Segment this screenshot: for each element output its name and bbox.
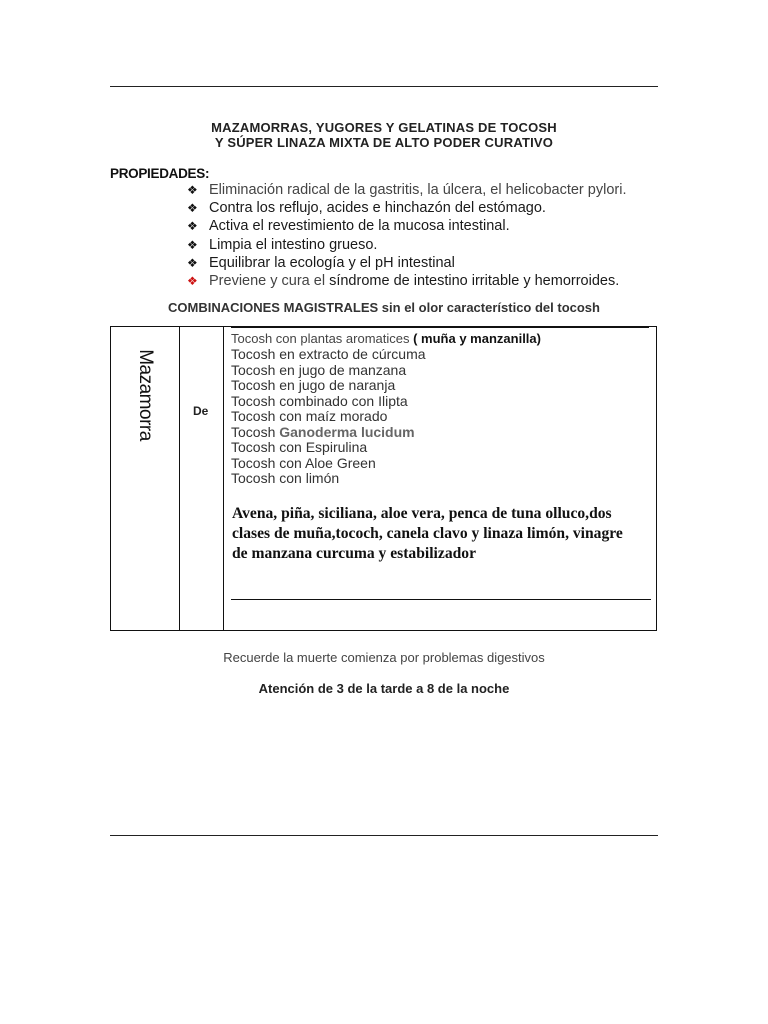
combination-line: Tocosh con Espirulina [231, 439, 368, 455]
combination-text: Tocosh con plantas aromatices [231, 331, 414, 346]
combination-text: Tocosh [231, 424, 280, 440]
property-item [187, 217, 626, 235]
combinations-heading: COMBINACIONES MAGISTRALES sin el olor característico del tocosh [168, 300, 600, 315]
property-text-part2: síndrome de intestino irritable y hemorroides. [329, 272, 620, 289]
category-label: Mazamorra [135, 349, 156, 441]
table-column-combinations [231, 327, 651, 630]
table-column-category [111, 327, 180, 630]
footer-hours: Atención de 3 de la tarde a 8 de la noche [258, 681, 510, 696]
combination-line: Tocosh con limón [231, 470, 340, 486]
combination-line: Tocosh en extracto de cúrcuma [231, 346, 426, 362]
property-text: Activa el revestimiento de la mucosa intestinal. [209, 218, 510, 235]
diamond-bullet-icon: ❖ [187, 219, 198, 234]
property-item [187, 272, 626, 290]
combination-line: Tocosh con Aloe Green [231, 455, 376, 471]
property-item [187, 254, 626, 272]
property-item [187, 236, 626, 254]
combination-line [231, 331, 541, 346]
document-title-line-1: MAZAMORRAS, YUGORES Y GELATINAS DE TOCOSH [211, 120, 557, 135]
property-item [187, 181, 626, 199]
property-text: Equilibrar la ecología y el pH intestinal [209, 254, 455, 271]
recipe-table [110, 326, 657, 631]
diamond-bullet-icon: ❖ [187, 201, 198, 216]
property-text: Limpia el intestino grueso. [209, 236, 378, 253]
table-column-connector [179, 327, 224, 630]
footer-note: Recuerde la muerte comienza por problemas digestivos [223, 650, 545, 665]
top-rule [110, 86, 658, 87]
combination-line [231, 425, 415, 440]
diamond-bullet-icon: ❖ [187, 183, 198, 197]
cell-bottom-rule [231, 599, 651, 600]
diamond-bullet-icon: ❖ [187, 255, 198, 270]
diamond-bullet-icon: ❖ [187, 237, 198, 252]
diamond-bullet-icon: ❖ [187, 273, 198, 288]
ingredients-paragraph: Avena, piña, siciliana, aloe vera, penca de tuna olluco,dos clases de muña,tococh, canela clavo y linaza limón, vinagre de manzana curcuma y estabilizador [232, 505, 623, 562]
cell-top-rule [231, 327, 649, 328]
property-text: Eliminación radical de la gastritis, la úlcera, el helicobacter pylori. [209, 182, 627, 198]
property-item [187, 199, 626, 217]
combination-bold-text: ( muña y manzanilla) [413, 331, 541, 346]
property-text-part1: Previene y cura el [209, 272, 330, 289]
connector-label: De [193, 404, 209, 418]
properties-heading: PROPIEDADES: [110, 166, 210, 181]
property-text: Contra los reflujo, acides e hinchazón del estómago. [209, 200, 546, 217]
combination-line: Tocosh con maíz morado [231, 408, 388, 424]
bottom-rule [110, 835, 658, 836]
combination-line: Tocosh en jugo de naranja [231, 377, 396, 393]
combination-bold-text: Ganoderma lucidum [279, 424, 415, 440]
properties-list [187, 181, 626, 290]
document-title-line-2: Y SÚPER LINAZA MIXTA DE ALTO PODER CURATIVO [214, 135, 554, 150]
combination-line: Tocosh en jugo de manzana [231, 362, 407, 378]
combination-line: Tocosh combinado con Ilipta [231, 393, 408, 409]
